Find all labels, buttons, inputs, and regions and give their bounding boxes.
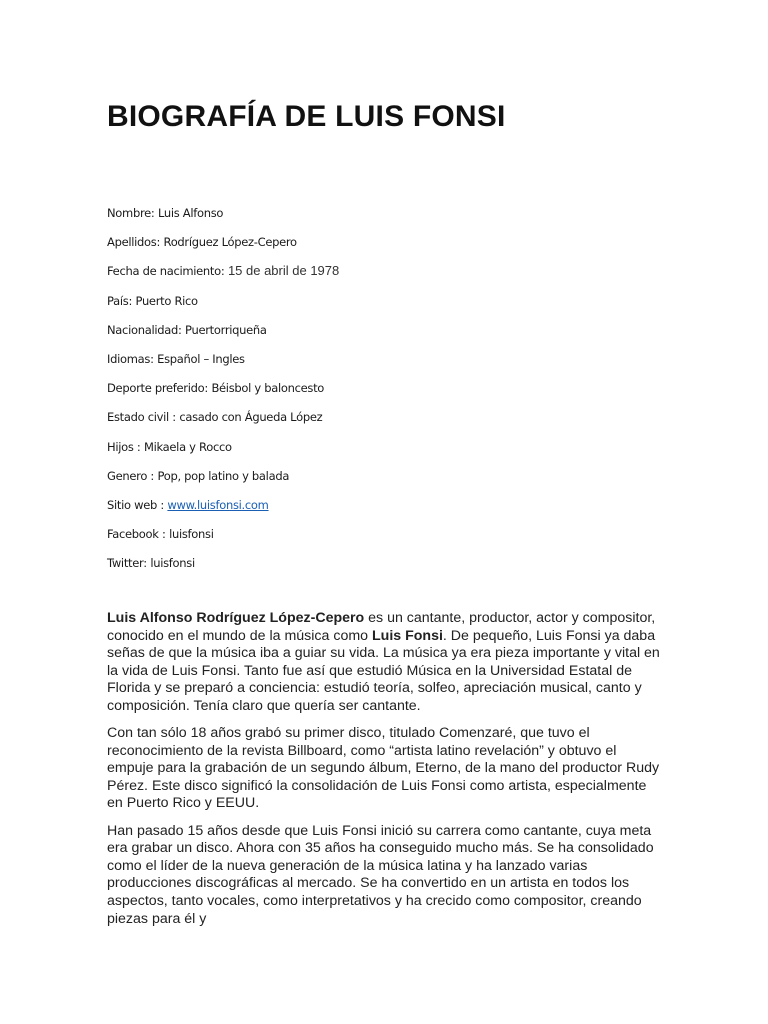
- fact-value: Puertorriqueña: [185, 322, 267, 337]
- paragraph-3: Han pasado 15 años desde que Luis Fonsi inició su carrera como cantante, cuya meta era grabar un disco. Ahora con 35 años ha conseguido mucho más. Se ha consolidado como el líder de la nueva generación de la música latina y ha lanzado varias producciones discográficas al mercado. Se ha convertido en un artista en todos los aspectos, tanto vocales, como interpretativos y ha crecido como compositor, creando piezas para él y: [107, 822, 654, 927]
- fact-label: Facebook :: [107, 527, 166, 542]
- fact-value: Béisbol y baloncesto: [211, 381, 325, 396]
- fact-estado-civil: [107, 407, 707, 436]
- fact-value: Español – Ingles: [157, 351, 245, 366]
- fact-label: Sitio web :: [107, 497, 164, 512]
- fact-label: Deporte preferido:: [107, 381, 208, 396]
- fact-label: Apellidos:: [107, 235, 161, 250]
- bold-stage-name: Luis Fonsi: [371, 627, 443, 644]
- fact-value: Rodríguez López-Cepero: [163, 235, 297, 250]
- fact-value: Pop, pop latino y balada: [157, 468, 290, 483]
- fact-nombre: [107, 203, 707, 232]
- fact-label: Nombre:: [107, 206, 155, 220]
- fact-value: luisfonsi: [169, 527, 214, 542]
- fact-apellidos: [107, 232, 707, 261]
- fact-label: País:: [107, 293, 133, 308]
- fact-value: Luis Alfonso: [157, 206, 224, 220]
- bold-full-name: Luis Alfonso Rodríguez López-Cepero: [107, 610, 365, 626]
- fact-nacionalidad: [107, 320, 707, 349]
- fact-value: 15 de abril de 1978: [227, 263, 340, 279]
- biography-body: [107, 610, 663, 938]
- fact-deporte: [107, 378, 707, 407]
- fact-label: Estado civil :: [107, 410, 176, 425]
- paragraph-text: es un cantante, productor, actor y compositor, conocido en el mundo de la música como: [107, 610, 656, 644]
- fact-pais: [107, 291, 707, 320]
- fact-value: Mikaela y Rocco: [143, 439, 232, 454]
- fact-label: Genero :: [107, 468, 154, 483]
- paragraph-1: [107, 610, 663, 716]
- fact-value: luisfonsi: [150, 556, 195, 571]
- fact-label: Hijos :: [107, 439, 141, 454]
- paragraph-2: Con tan sólo 18 años grabó su primer disco, titulado Comenzaré, que tuvo el reconocimiento de la revista Billboard, como “artista latino revelación” y obtuvo el empuje para la grabación de un segundo álbum, Eterno, de la mano del productor Rudy Pérez. Este disco significó la consolidación de Luis Fonsi como artista, especialmente en Puerto Rico y EEUU.: [107, 725, 660, 812]
- fact-label: Fecha de nacimiento:: [107, 264, 225, 279]
- fact-label: Nacionalidad:: [107, 322, 182, 337]
- document-title: BIOGRAFÍA DE LUIS FONSI: [107, 100, 506, 133]
- fact-label: Twitter:: [107, 556, 147, 571]
- fact-idiomas: [107, 349, 707, 378]
- fact-sitio-web: [107, 495, 707, 524]
- fact-label: Idiomas:: [107, 351, 154, 366]
- website-link[interactable]: www.luisfonsi.com: [167, 497, 269, 512]
- fact-hijos: [107, 437, 707, 466]
- bio-facts-list: [107, 203, 707, 582]
- fact-facebook: [107, 524, 707, 553]
- fact-value: casado con Águeda López: [179, 410, 323, 425]
- fact-value: Puerto Rico: [135, 293, 198, 308]
- fact-fecha-nacimiento: [107, 261, 707, 290]
- paragraph-text: . De pequeño, Luis Fonsi ya daba señas de que la música iba a guiar su vida. La música ya era pieza importante y vital en la vida de Luis Fonsi. Tanto fue así que estudió Música en la Universidad Estatal de Florida y se preparó a conciencia: estudió teoría, solfeo, apreciación musical, canto y composición. Tenía claro que quería ser cantante.: [107, 627, 660, 714]
- fact-twitter: [107, 553, 707, 582]
- fact-genero: [107, 466, 707, 495]
